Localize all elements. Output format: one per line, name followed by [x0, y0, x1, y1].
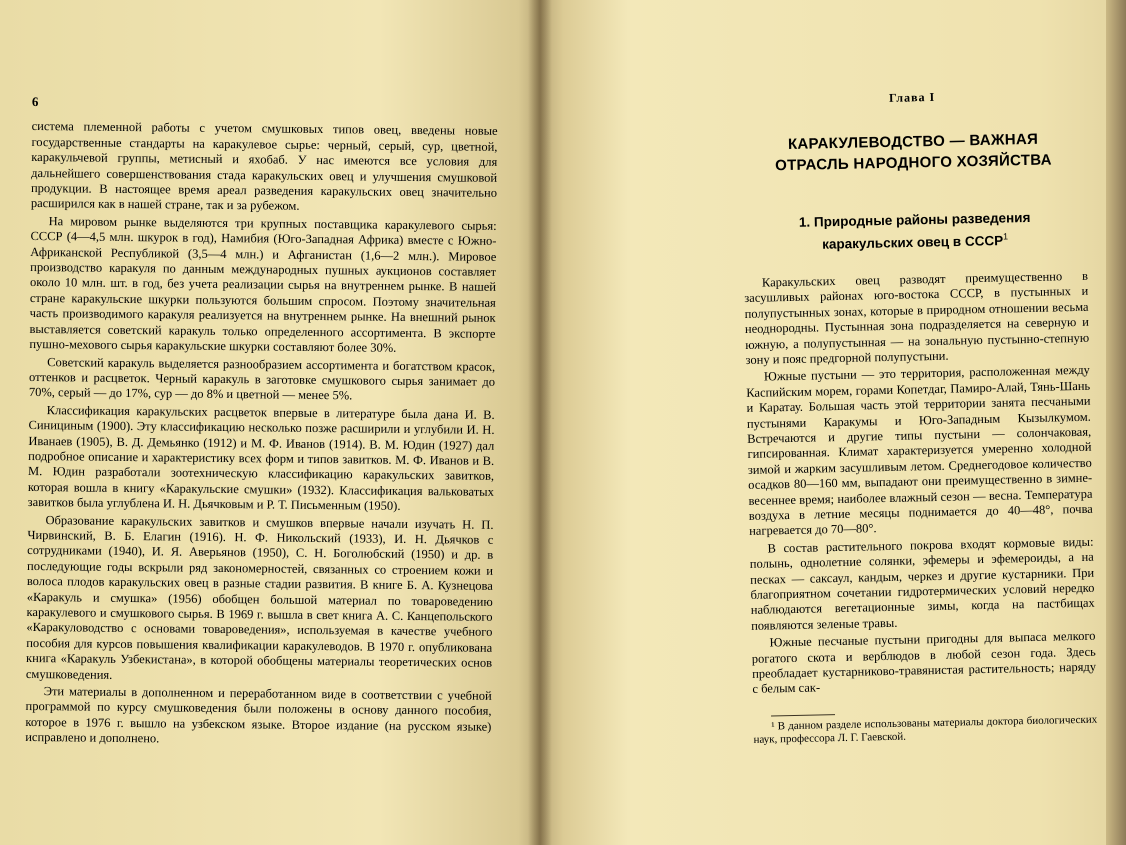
left-page-text: [25, 94, 498, 753]
paragraph: Южные песчаные пустыни пригодны для выпаса мелкого рогатого скота и верблюдов в любой сезон года. Здесь преобладает кустарниково-травянистая растительность; наряду с белым сак-: [751, 628, 1097, 697]
paragraph: Образование каракульских завитков и смушков впервые начали изучать Н. П. Чирвинский, В. Б. Елагин (1916). Н. Ф. Никольский (1933), И. Н. Дьячков с сотрудниками (1940), И. Я. Аверьянов (1950), С. Н. Боголюбский (1950) и др. в последующие годы вскрыли ряд закономерностей, связанных со строением кожи и волоса плодов каракульских овец в разные стадии развития. В книге Б. А. Кузнецова «Каракуль и смушка» (1956) обобщен большой материал по товароведению каракулевого и смушкового сырья. В 1969 г. вышла в свет книга А. С. Канцепольского «Каракуловодство с основами товароведения», используемая в качестве учебного пособия для курсов повышения квалификации каракулеводов. В 1970 г. опубликована книга «Каракуль Узбекистана», в которой обобщены материалы теоретических основ смушковедения.: [25, 512, 494, 682]
paragraph: На мировом рынке выделяются три крупных поставщика каракулевого сырья: СССР (4—4,5 млн. шкурок в год), Намибия (Юго-Западная Африка) вместе с Южно-Африканской Республикой (3,5—4 млн.) и Афганистан (1,6—2 млн.). Мировое производство каракуля по данным международных пушных аукционов составляет около 10 млн. шт. в год, без учета реализации сырья на внутреннем рынке. В нашей стране каракульские шкурки пользуются большим спросом. Поэтому значительная часть производимого каракуля реализуется на внутреннем рынке. На внешний рынок выставляется советский каракуль только определенного ассортимента. В экспорте пушно-мехового сырья каракульские шкурки составляют более 30%.: [29, 214, 497, 355]
paragraph: Советский каракуль выделяется разнообразием ассортимента и богатством красок, оттенков и расцветок. Черный каракуль в заготовке смушкового сырья занимает до 70%, серый — до 17%, сур — до 8% и цветной — менее 5%.: [28, 354, 496, 403]
footnote-divider: [771, 714, 835, 716]
page-number: 6: [31, 94, 39, 110]
paragraph: Эти материалы в дополненном и переработанном виде в соответствии с учебной программой по курсу смушковедения были положены в основу данного пособия, которое в 1976 г. вышло на узбекском языке. Второе издание (на русском языке) исправлено и дополнено.: [25, 684, 492, 746]
chapter-title-line: ОТРАСЛЬ НАРОДНОГО ХОЗЯЙСТВА: [774, 151, 1052, 175]
chapter-title: [741, 128, 1086, 177]
right-page-text: [740, 87, 1098, 748]
paragraph: Каракульских овец разводят преимущественно в засушливых районах юго-востока СССР, в пустынных и полупустынных зонах, которые в природном отношении весьма неоднородны. Пустынная зона подразделяется на северную и южную, а полупустынная — на зональную пустынно-степную зону и пояс предгорной полупустыни.: [744, 268, 1090, 367]
section-title: [743, 208, 1088, 256]
paragraph: В состав растительного покрова входят кормовые виды: полынь, однолетние солянки, эфемеры и эфемероиды, а на песках — саксаул, кандым, черкез и другие кустарники. При благоприятном сочетании гидротермических условий нередко наблюдаются вегетационные зимы, когда на пастбищах появляются зеленые травы.: [749, 534, 1095, 633]
footnote-mark: 1: [1002, 231, 1009, 242]
paragraph: система племенной работы с учетом смушковых типов овец, введены новые государственные стандарты на каракулевое сырье: черный, серый, сур, цветной, каракульчевой группы, метисный и яхобаб. У нас имеются все условия для дальнейшего совершенствования стада каракульских овец и улучшения смушковой продукции. В настоящее время ареал разведения каракульских овец значительно расширился как в нашей стране, так и за рубежом.: [30, 119, 498, 214]
paragraph: Южные пустыни — это территория, расположенная между Каспийским морем, горами Копетдаг, Памиро-Алай, Тянь-Шань и Каратау. Большая часть этой территории занята песчаными пустынями Каракумы и Юго-Западным Кызылкумом. Встречаются и другие типы пустыни — солончаковая, гипсированная. Климат характеризуется умеренно холодной зимой и жарким засушливым летом. Среднегодовое количество осадков 80—160 мм, выпадают они преимущественно в зимне-весеннее время; наиболее влажный сезон — весна. Температура воздуха в летние месяцы поднимается до 40—48°, почва нагревается до 70—80°.: [746, 363, 1093, 539]
section-title-line: 1. Природные районы разведения: [798, 210, 1031, 231]
footnote: ¹ В данном разделе использованы материалы доктора биологических наук, профессора Л. Г. Гаевской.: [753, 713, 1098, 747]
page-edge: [1106, 0, 1126, 845]
paragraph: Классификация каракульских расцветок впервые в литературе была дана И. В. Синициным (1900). Эту классификацию несколько позже расширили и углубили И. Н. Иванаев (1905), В. Д. Демьянко (1912) и М. Ф. Иванов (1914). В. М. Юдин (1927) дал подробное описание и характеристику всех форм и типов завитков. М. Ф. Иванов и В. М. Юдин разработали зоотехническую классификацию каракульских завитков, которая вошла в книгу «Каракульские смушки» (1932). Классификация вальковатых завитков была углублена И. Н. Дьячковым и Р. Т. Письменным (1950).: [27, 402, 495, 514]
chapter-title-line: КАРАКУЛЕВОДСТВО — ВАЖНАЯ: [787, 131, 1039, 154]
section-title-text: каракульских овец в СССР: [821, 233, 1004, 253]
chapter-label: Глава I: [888, 89, 936, 105]
book-spine: [528, 0, 552, 845]
